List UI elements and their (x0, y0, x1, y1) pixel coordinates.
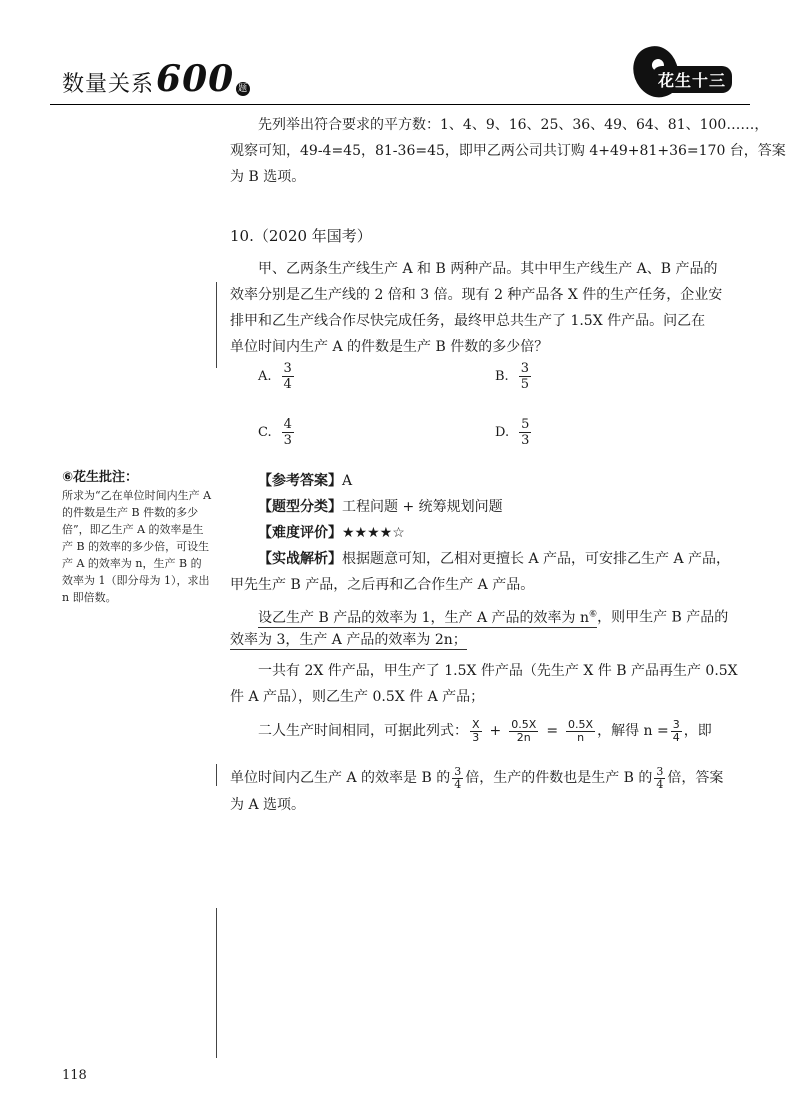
question-title: 10.（2020 年国考） (230, 227, 372, 245)
step-3-text-c: ，即 (683, 723, 712, 739)
analysis-line-1 (258, 546, 730, 572)
step-4-line-b: 为 A 选项。 (230, 797, 306, 813)
step-3-text-b: ，解得 n = (597, 723, 669, 739)
question-line-4: 单位时间内生产 A 的件数是生产 B 件数的多少倍？ (230, 339, 549, 355)
brand-logo (630, 44, 738, 102)
ref-answer (258, 468, 352, 494)
option-a-fraction: $\frac{3}{4}$ (283, 361, 292, 392)
step-3-text-a: 二人生产时间相同，可据此列式： (258, 723, 468, 739)
step-1-line-b (230, 627, 467, 653)
step-4-text-a: 单位时间内乙生产 A 的效率是 B 的 (230, 770, 451, 786)
option-a (258, 361, 294, 392)
step-1-text-c: 效率为 3，生产 A 产品的效率为 2n； (230, 632, 467, 648)
margin-rule-1 (216, 282, 217, 368)
margin-rule-2 (216, 764, 217, 786)
step-3-equation (258, 711, 712, 751)
question-line-3: 排甲和乙生产线合作尽快完成任务，最终甲总共生产了 1.5X 件产品。问乙在 (230, 313, 706, 329)
difficulty (258, 520, 405, 546)
step-4-fraction-2: $\frac{3}{4}$ (656, 764, 664, 791)
question-line-2: 效率分别是乙生产线的 2 倍和 3 倍。现有 2 种产品各 X 件的生产任务，企业安 (230, 287, 723, 303)
question-type-label: 【题型分类】 (258, 499, 342, 515)
header-divider (50, 104, 750, 105)
option-b (495, 361, 531, 392)
intro-line-3: 为 B 选项。 (230, 169, 306, 185)
option-c (258, 417, 294, 448)
step-4-text-b: 倍，生产的件数也是生产 B 的 (465, 770, 653, 786)
eq-plus: + (489, 723, 502, 739)
step-4-line-a (230, 760, 723, 796)
question-type-value: 工程问题 + 统筹规划问题 (342, 499, 503, 515)
eq-equals: = (546, 723, 559, 739)
option-b-fraction: $\frac{3}{5}$ (520, 361, 529, 392)
eq-fraction-3: $\frac{0.5X}{n}$ (568, 717, 594, 744)
question-line-1: 甲、乙两条生产线生产 A 和 B 两种产品。其中甲生产线生产 A、B 产品的 (258, 261, 718, 277)
option-d (495, 417, 531, 448)
ref-answer-value: A (342, 473, 353, 489)
step-1-text-a: 设乙生产 B 产品的效率为 1，生产 A 产品的效率为 n (258, 609, 590, 626)
page-number: 118 (62, 1068, 87, 1083)
difficulty-label: 【难度评价】 (258, 525, 342, 541)
step-1-text-b: ，则甲生产 B 产品的 (597, 609, 729, 626)
analysis-line-2: 甲先生产 B 产品，之后再和乙合作生产 A 产品。 (230, 577, 535, 593)
step-2-line-b: 件 A 产品），则乙生产 0.5X 件 A 产品； (230, 689, 485, 705)
difficulty-stars: ★★★★☆ (342, 525, 405, 541)
margin-rule-3 (216, 908, 217, 1058)
intro-line-1: 先列举出符合要求的平方数：1、4、9、16、25、36、49、64、81、100……， (258, 117, 769, 133)
option-d-fraction: $\frac{5}{3}$ (521, 417, 530, 448)
step-4-fraction-1: $\frac{3}{4}$ (454, 764, 462, 791)
option-b-label: B. (495, 369, 509, 384)
option-d-label: D. (495, 425, 510, 440)
step-2-line-a: 一共有 2X 件产品，甲生产了 1.5X 件产品（先生产 X 件 B 产品再生产 0.5X (258, 663, 738, 679)
book-number: 600 (156, 58, 235, 100)
eq-fraction-1: $\frac{X}{3}$ (472, 717, 480, 744)
book-title-text: 数量关系 (62, 72, 155, 97)
eq-fraction-2: $\frac{0.5X}{2n}$ (511, 717, 537, 744)
intro-line-2: 观察可知，49-4=45，81-36=45，即甲乙两公司共订购 4+49+81+36=170 台，答案 (230, 143, 786, 159)
annotation-marker: ⑥ (589, 609, 598, 619)
analysis-label: 【实战解析】 (258, 551, 342, 567)
option-c-label: C. (258, 425, 272, 440)
side-note-body: 所求为“乙在单位时间内生产 A 的件数是生产 B 件数的多少倍”，即乙生产 A 的效率是生产 B 的效率的多少倍，可设生产 A 的效率为 n，生产 B 的效率为 1（即分母为 1），求出 n 即倍数。 (62, 489, 212, 604)
brand-text: 花生十三 (652, 66, 732, 93)
ref-answer-label: 【参考答案】 (258, 473, 342, 489)
option-c-fraction: $\frac{4}{3}$ (283, 417, 292, 448)
side-note-title: ⑥花生批注： (62, 470, 139, 485)
book-title (62, 58, 250, 100)
step-4-text-c: 倍，答案 (667, 770, 724, 786)
question-type (258, 494, 503, 520)
option-a-label: A. (258, 369, 272, 384)
solution-fraction: $\frac{3}{4}$ (672, 717, 680, 744)
analysis-text-1: 根据题意可知，乙相对更擅长 A 产品，可安排乙生产 A 产品， (342, 551, 731, 567)
book-suffix: 题 (238, 84, 249, 94)
